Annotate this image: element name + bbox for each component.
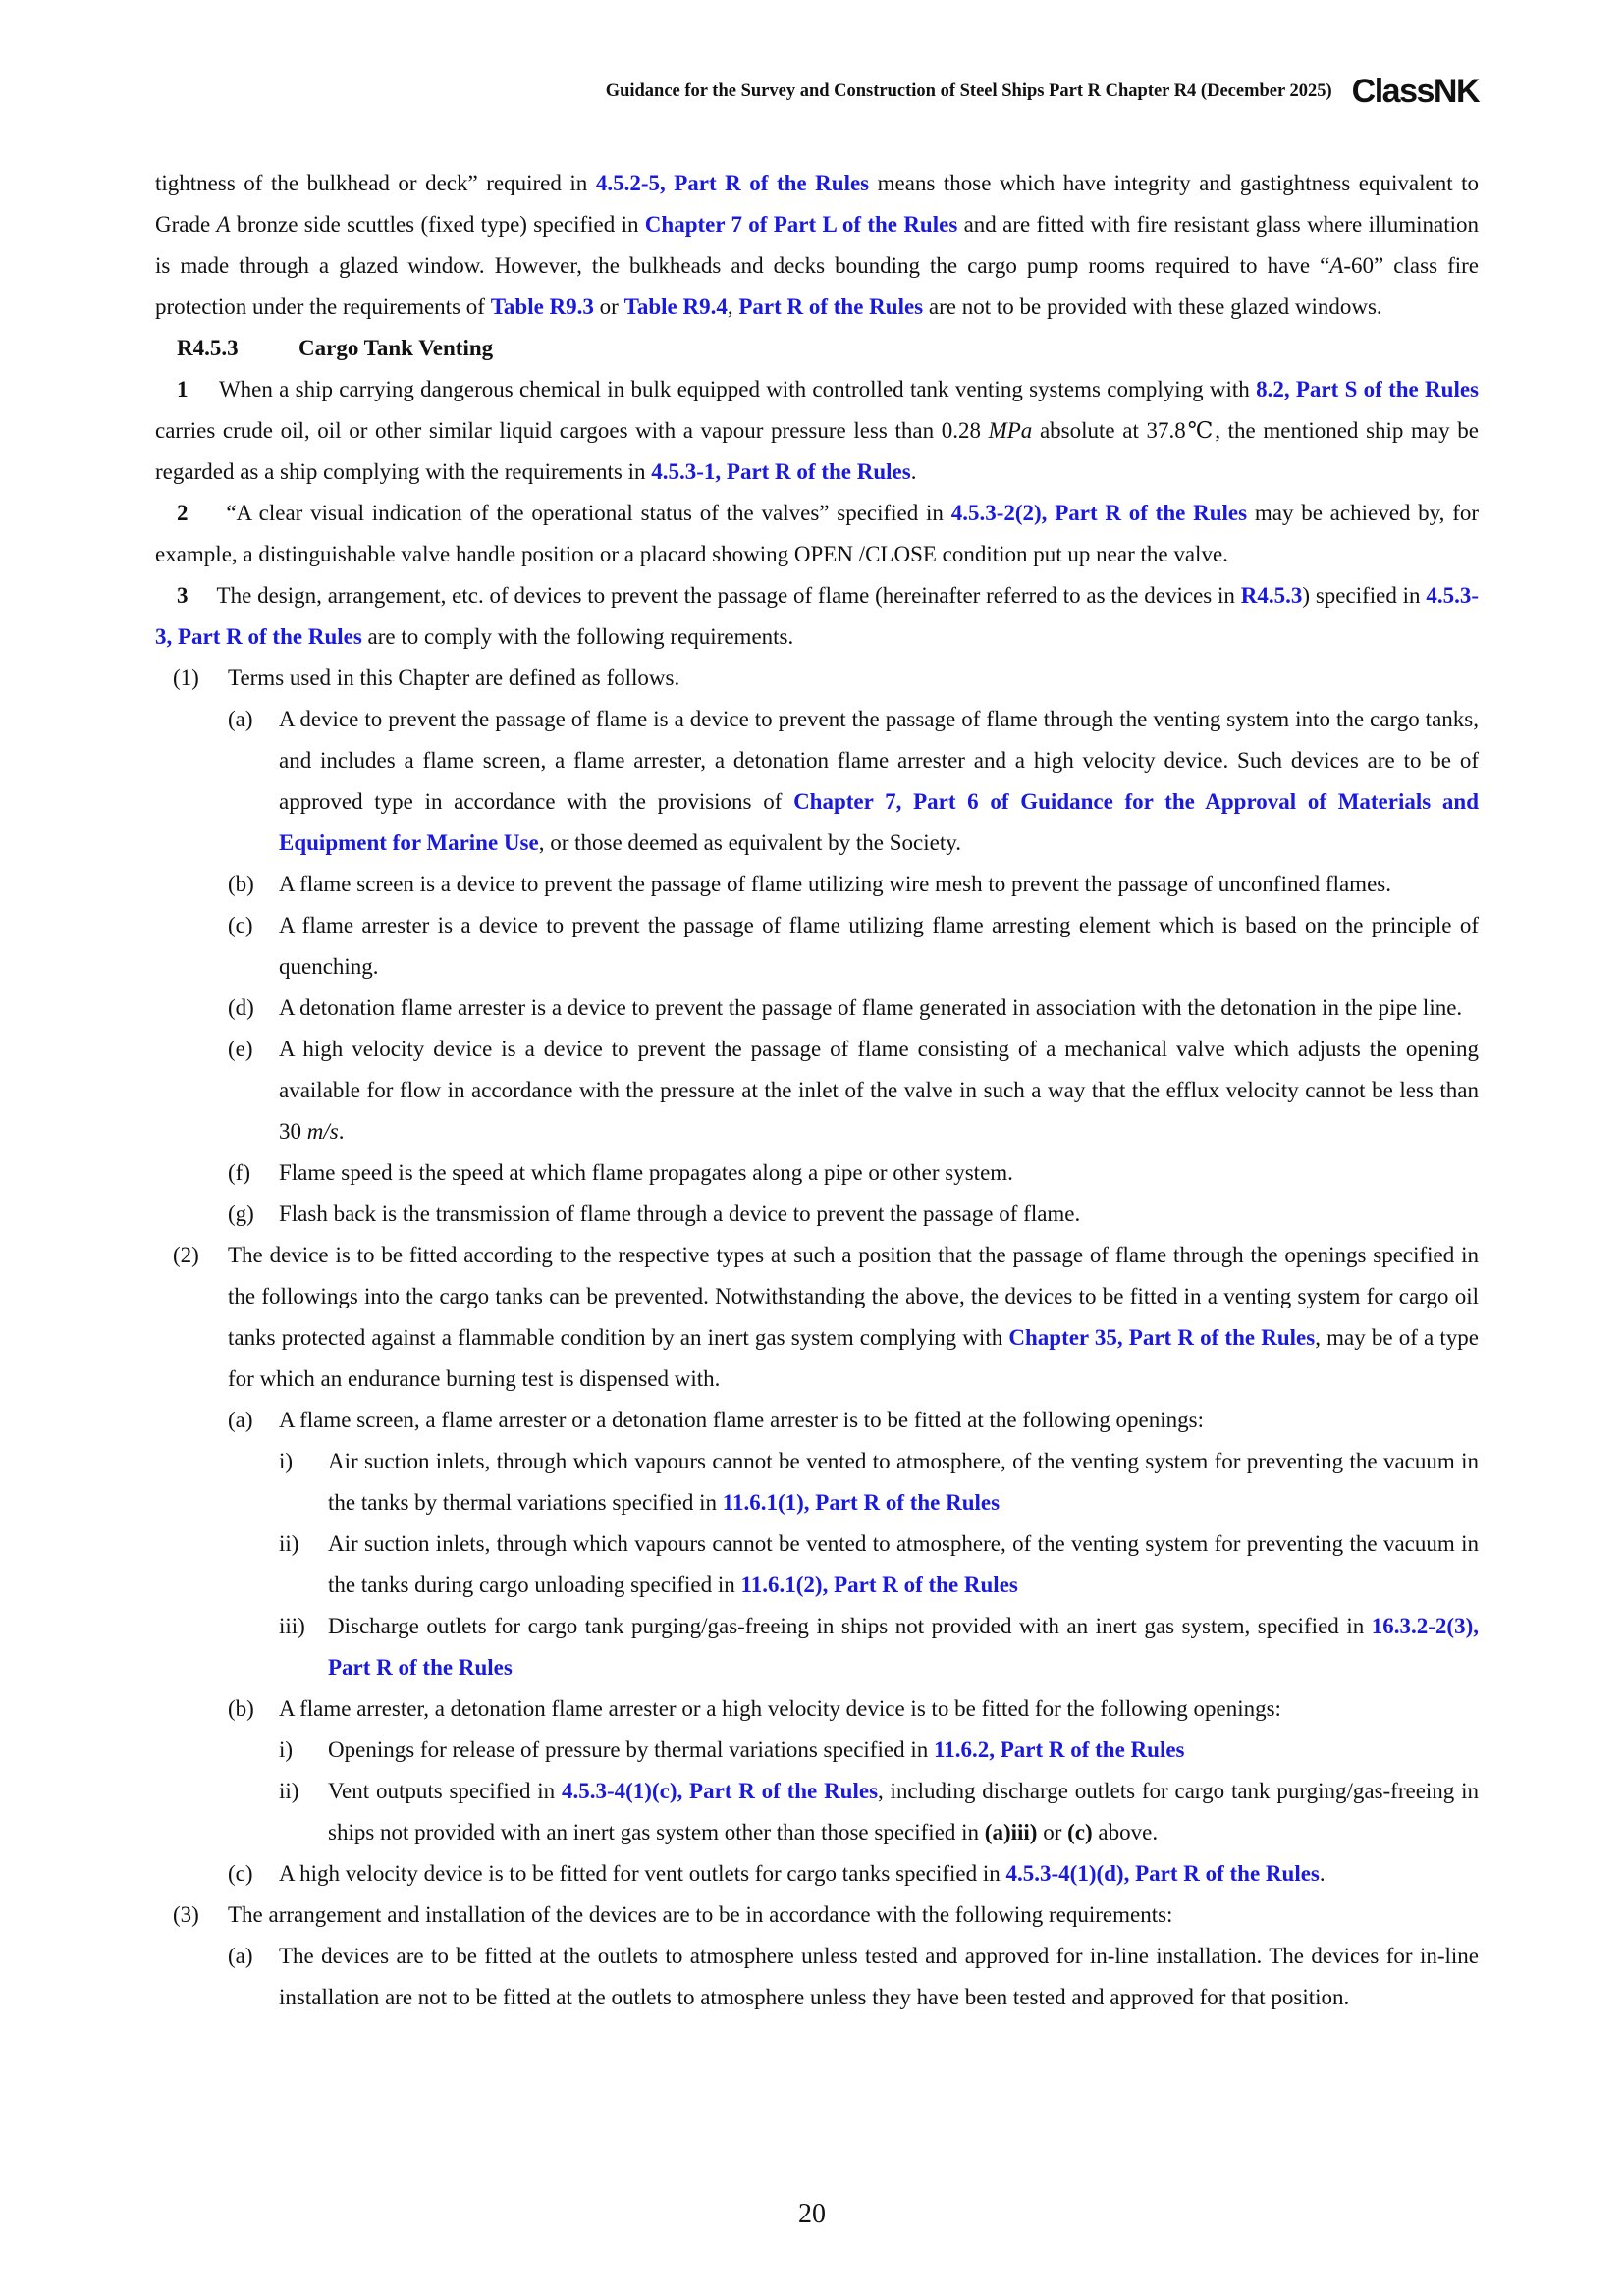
link-table-r9-3[interactable]: Table R9.3 [490, 294, 594, 319]
link-r4-5-3[interactable]: R4.5.3 [1240, 583, 1303, 608]
list-item: (2) The device is to be fitted according to the respective types at such a position that the passage of flame through the openings specified in the followings into the cargo tanks can be prevented. Notwithstanding the above, the devices to be fitted in a venting system for cargo oil tanks protected against a flammable condition by an inert gas system complying with Chapter 35, Part R of the Rules, may be of a type for which an endurance burning test is dispensed with. [173, 1243, 1479, 1391]
link-11-6-1-1[interactable]: 11.6.1(1), Part R of the Rules [722, 1490, 1001, 1515]
link-16-3-2-2-3[interactable]: 16.3.2-2(3), Part R of the Rules [328, 1614, 1479, 1680]
paragraph-1: 1 When a ship carrying dangerous chemical in bulk equipped with controlled tank venting systems complying with 8.2, Part S of the Rules carries crude oil, oil or other similar liquid cargoes with a vapour pressure less than 0.28 MPa absolute at 37.8℃, the mentioned ship may be regarded as a ship complying with the requirements in 4.5.3-1, Part R of the Rules. [155, 377, 1479, 484]
link-4-5-3-3[interactable]: 4.5.3-3, Part R of the Rules [155, 583, 1480, 649]
list-item: (a) The devices are to be fitted at the outlets to atmosphere unless tested and approved for in-line installation. The devices for in-line installation are not to be fitted at the outlets to atmosphere unless they have been tested and approved for that position. [228, 1944, 1479, 2009]
list-item: i) Openings for release of pressure by thermal variations specified in 11.6.2, Part R of the Rules [279, 1737, 1185, 1762]
link-11-6-1-2[interactable]: 11.6.1(2), Part R of the Rules [740, 1573, 1018, 1597]
list-item: (1) Terms used in this Chapter are defined as follows. [173, 666, 680, 690]
list-item: (d) A detonation flame arrester is a device to prevent the passage of flame generated in association with the detonation in the pipe line. [228, 995, 1463, 1020]
section-number: R4.5.3 [177, 336, 239, 360]
continued-paragraph: tightness of the bulkhead or deck” required in 4.5.2-5, Part R of the Rules means those which have integrity and gastightness equivalent to Grade A bronze side scuttles (fixed type) specified in Chapter 7 of Part L of the Rules and are fitted with fire resistant glass where illumination is made through a glazed window. However, the bulkheads and decks bounding the cargo pump rooms required to have “A-60” class fire protection under the requirements of Table R9.3 or Table R9.4, Part R of the Rules are not to be provided with these glazed windows. [155, 171, 1480, 319]
list-item: (3) The arrangement and installation of the devices are to be in accordance with the following requirements: [173, 1902, 1173, 1927]
page-header [606, 75, 1479, 108]
section-title: Cargo Tank Venting [298, 336, 494, 360]
link-table-r9-4[interactable]: Table R9.4 [623, 294, 728, 319]
classnk-logo: ClassNK [1351, 73, 1479, 110]
link-4-5-3-2-2[interactable]: 4.5.3-2(2), Part R of the Rules [950, 501, 1248, 525]
section-heading [155, 328, 1479, 369]
link-11-6-2[interactable]: 11.6.2, Part R of the Rules [933, 1737, 1185, 1762]
link-part-r-rules[interactable]: Part R of the Rules [738, 294, 924, 319]
list-item: (c) A high velocity device is to be fitted for vent outlets for cargo tanks specified in 4.5.3-4(1)(d), Part R of the Rules. [228, 1861, 1326, 1886]
link-4-5-2-5[interactable]: 4.5.2-5, Part R of the Rules [595, 171, 870, 195]
list-item: ii) Air suction inlets, through which vapours cannot be vented to atmosphere, of the venting system for preventing the vacuum in the tanks during cargo unloading specified in 11.6.1(2), Part R of the Rules [279, 1531, 1479, 1597]
link-approval-guidance[interactable]: Chapter 7, Part 6 of Guidance for the Approval of Materials and Equipment for Marine Use [279, 789, 1479, 855]
paragraph-3: 3 The design, arrangement, etc. of devices to prevent the passage of flame (hereinafter referred to as the devices in R4.5.3) specified in 4.5.3-3, Part R of the Rules are to comply with the following requirements. [155, 583, 1480, 649]
list-item: i) Air suction inlets, through which vapours cannot be vented to atmosphere, of the venting system for preventing the vacuum in the tanks by thermal variations specified in 11.6.1(1), Part R of the Rules [279, 1449, 1479, 1515]
list-item: (a) A flame screen, a flame arrester or a detonation flame arrester is to be fitted at the following openings: [228, 1408, 1205, 1432]
header-title: Guidance for the Survey and Construction of Steel Ships Part R Chapter R4 (December 2025) [605, 80, 1332, 101]
list-item: (b) A flame arrester, a detonation flame arrester or a high velocity device is to be fitted for the following openings: [228, 1696, 1281, 1721]
paragraph-2: 2 “A clear visual indication of the operational status of the valves” specified in 4.5.3-2(2), Part R of the Rules may be achieved by, for example, a distinguishable valve handle position or a placard showing OPEN /CLOSE condition put up near the valve. [155, 501, 1480, 566]
list-item: (g) Flash back is the transmission of flame through a device to prevent the passage of flame. [228, 1201, 1081, 1226]
list-item: ii) Vent outputs specified in 4.5.3-4(1)(c), Part R of the Rules, including discharge outlets for cargo tank purging/gas-freeing in ships not provided with an inert gas system other than those specified in (a)iii) or (c) above. [279, 1779, 1479, 1844]
document-body [155, 163, 1479, 2018]
link-chapter-7-part-l[interactable]: Chapter 7 of Part L of the Rules [644, 212, 958, 237]
list-item: (f) Flame speed is the speed at which flame propagates along a pipe or other system. [228, 1160, 1013, 1185]
page-number: 20 [798, 2199, 826, 2229]
list-item: iii) Discharge outlets for cargo tank purging/gas-freeing in ships not provided with an inert gas system, specified in 16.3.2-2(3), Part R of the Rules [279, 1614, 1479, 1680]
list-item: (b) A flame screen is a device to prevent the passage of flame utilizing wire mesh to prevent the passage of unconfined flames. [228, 872, 1391, 896]
list-item: (c) A flame arrester is a device to prevent the passage of flame utilizing flame arresting element which is based on the principle of quenching. [228, 913, 1479, 979]
link-4-5-3-4-1-d[interactable]: 4.5.3-4(1)(d), Part R of the Rules [1005, 1861, 1320, 1886]
link-4-5-3-4-1-c[interactable]: 4.5.3-4(1)(c), Part R of the Rules [561, 1779, 879, 1803]
list-item: (e) A high velocity device is a device to prevent the passage of flame consisting of a mechanical valve which adjusts the opening available for flow in accordance with the pressure at the inlet of the valve in such a way that the efflux velocity cannot be less than 30 m/s. [228, 1037, 1479, 1144]
link-8-2-part-s[interactable]: 8.2, Part S of the Rules [1256, 377, 1479, 401]
link-4-5-3-1[interactable]: 4.5.3-1, Part R of the Rules [651, 459, 911, 484]
link-chapter-35-part-r[interactable]: Chapter 35, Part R of the Rules [1008, 1325, 1316, 1350]
list-item: (a) A device to prevent the passage of flame is a device to prevent the passage of flame through the venting system into the cargo tanks, and includes a flame screen, a flame arrester, a detonation flame arrester and a high velocity device. Such devices are to be of approved type in accordance with the provisions of Chapter 7, Part 6 of Guidance for the Approval of Materials and Equipment for Marine Use, or those deemed as equivalent by the Society. [228, 707, 1479, 855]
